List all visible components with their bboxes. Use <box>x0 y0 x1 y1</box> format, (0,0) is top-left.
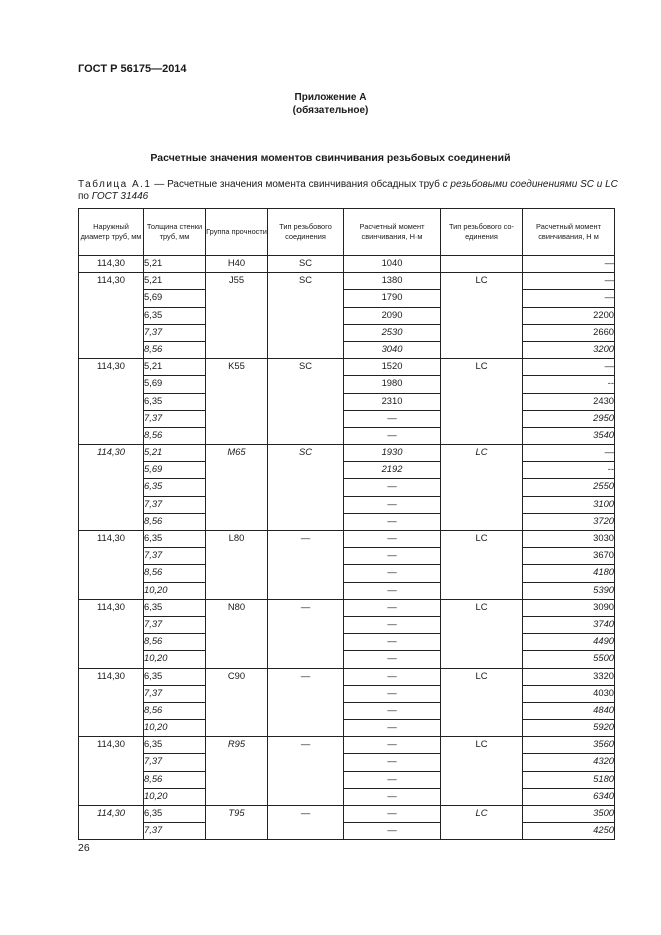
cell-torque-sc: — <box>344 634 441 651</box>
cell-torque-lc: 2660 <box>523 324 615 341</box>
cell-torque-lc: 3720 <box>523 513 615 530</box>
cell-thread-type-lc: LC <box>441 737 523 806</box>
cell-diameter: 114,30 <box>79 256 144 273</box>
table-row <box>79 273 615 290</box>
cell-wall-thickness: 6,35 <box>144 599 206 616</box>
table-row <box>79 410 615 427</box>
header-torque-lc: Расчетный момент свинчивания, Н м <box>523 209 615 256</box>
cell-torque-sc: — <box>344 771 441 788</box>
cell-strength-grade: K55 <box>206 359 268 445</box>
cell-thread-type-sc: — <box>268 737 344 806</box>
cell-torque-sc: 3040 <box>344 341 441 358</box>
cell-thread-type-lc: LC <box>441 445 523 531</box>
cell-wall-thickness: 8,56 <box>144 341 206 358</box>
cell-torque-lc: 3030 <box>523 531 615 548</box>
header-wall-thickness: Толщина стенки труб, мм <box>144 209 206 256</box>
cell-wall-thickness: 7,37 <box>144 616 206 633</box>
cell-wall-thickness: 5,69 <box>144 290 206 307</box>
cell-torque-sc: 1980 <box>344 376 441 393</box>
cell-torque-sc: — <box>344 823 441 840</box>
cell-torque-lc: 4250 <box>523 823 615 840</box>
cell-torque-sc: — <box>344 513 441 530</box>
cell-strength-grade: J55 <box>206 273 268 359</box>
cell-torque-lc: — <box>523 273 615 290</box>
document-id: ГОСТ Р 56175—2014 <box>78 63 187 75</box>
table-row <box>79 754 615 771</box>
cell-torque-sc: 2530 <box>344 324 441 341</box>
cell-torque-lc: 5180 <box>523 771 615 788</box>
table-row <box>79 341 615 358</box>
header-thread-type-lc: Тип резьбового со-единения <box>441 209 523 256</box>
cell-torque-sc: — <box>344 737 441 754</box>
cell-torque-sc: — <box>344 479 441 496</box>
cell-torque-lc: — <box>523 256 615 273</box>
cell-diameter: 114,30 <box>79 737 144 806</box>
cell-torque-sc: 1790 <box>344 290 441 307</box>
table-row <box>79 359 615 376</box>
cell-torque-sc: — <box>344 754 441 771</box>
table-row <box>79 256 615 273</box>
cell-torque-lc: — <box>523 359 615 376</box>
table-row <box>79 582 615 599</box>
cell-wall-thickness: 5,21 <box>144 256 206 273</box>
cell-strength-grade: R95 <box>206 737 268 806</box>
cell-wall-thickness: 7,37 <box>144 496 206 513</box>
cell-torque-sc: 2192 <box>344 462 441 479</box>
cell-torque-lc: 2200 <box>523 307 615 324</box>
table-row <box>79 616 615 633</box>
cell-torque-sc: 1380 <box>344 273 441 290</box>
cell-wall-thickness: 6,35 <box>144 668 206 685</box>
table-row <box>79 771 615 788</box>
table-row <box>79 307 615 324</box>
table-row <box>79 823 615 840</box>
cell-torque-lc: 6340 <box>523 788 615 805</box>
cell-diameter: 114,30 <box>79 445 144 531</box>
appendix-title: Приложение А <box>294 92 367 103</box>
table-row <box>79 702 615 719</box>
cell-wall-thickness: 8,56 <box>144 634 206 651</box>
cell-strength-grade: H40 <box>206 256 268 273</box>
cell-torque-lc: 3540 <box>523 427 615 444</box>
table-caption <box>78 179 618 203</box>
table-row <box>79 427 615 444</box>
cell-torque-sc: — <box>344 410 441 427</box>
table-row <box>79 462 615 479</box>
cell-thread-type-sc: SC <box>268 445 344 531</box>
cell-wall-thickness: 5,69 <box>144 462 206 479</box>
cell-wall-thickness: 7,37 <box>144 410 206 427</box>
table-row <box>79 324 615 341</box>
cell-torque-lc: 3670 <box>523 548 615 565</box>
table-row <box>79 737 615 754</box>
cell-thread-type-sc: — <box>268 806 344 840</box>
cell-torque-sc: — <box>344 599 441 616</box>
cell-strength-grade: N80 <box>206 599 268 668</box>
cell-diameter: 114,30 <box>79 359 144 445</box>
cell-diameter: 114,30 <box>79 599 144 668</box>
cell-torque-lc: 5390 <box>523 582 615 599</box>
cell-torque-sc: — <box>344 548 441 565</box>
cell-thread-type-sc: SC <box>268 273 344 359</box>
cell-torque-lc: -- <box>523 462 615 479</box>
cell-wall-thickness: 6,35 <box>144 307 206 324</box>
cell-wall-thickness: 8,56 <box>144 771 206 788</box>
cell-strength-grade: C90 <box>206 668 268 737</box>
cell-wall-thickness: 6,35 <box>144 806 206 823</box>
cell-wall-thickness: 8,56 <box>144 513 206 530</box>
cell-torque-sc: 1520 <box>344 359 441 376</box>
cell-strength-grade: T95 <box>206 806 268 840</box>
cell-thread-type-sc: SC <box>268 359 344 445</box>
caption-dash: — <box>151 179 168 190</box>
table-row <box>79 685 615 702</box>
table-row <box>79 376 615 393</box>
cell-torque-sc: 1930 <box>344 445 441 462</box>
cell-thread-type-lc: LC <box>441 531 523 600</box>
cell-torque-sc: 2310 <box>344 393 441 410</box>
cell-diameter: 114,30 <box>79 531 144 600</box>
header-strength-grade: Группа прочности <box>206 209 268 256</box>
table-row <box>79 720 615 737</box>
caption-italic-standard: ГОСТ 31446 <box>91 191 149 202</box>
cell-wall-thickness: 8,56 <box>144 565 206 582</box>
cell-wall-thickness: 7,37 <box>144 548 206 565</box>
cell-torque-sc: — <box>344 806 441 823</box>
cell-torque-sc: — <box>344 788 441 805</box>
cell-wall-thickness: 10,20 <box>144 651 206 668</box>
cell-wall-thickness: 10,20 <box>144 582 206 599</box>
cell-wall-thickness: 5,21 <box>144 445 206 462</box>
cell-thread-type-lc: LC <box>441 668 523 737</box>
table-row <box>79 668 615 685</box>
table-row <box>79 445 615 462</box>
cell-torque-sc: — <box>344 582 441 599</box>
cell-thread-type-lc: LC <box>441 806 523 840</box>
cell-torque-lc: 4490 <box>523 634 615 651</box>
cell-torque-lc: -- <box>523 376 615 393</box>
cell-torque-sc: — <box>344 685 441 702</box>
cell-torque-lc: 3200 <box>523 341 615 358</box>
cell-torque-lc: 2430 <box>523 393 615 410</box>
cell-torque-sc: — <box>344 668 441 685</box>
table-row <box>79 513 615 530</box>
header-torque-sc: Расчетный момент свинчивания, Н·м <box>344 209 441 256</box>
cell-torque-lc: — <box>523 290 615 307</box>
cell-thread-type-sc: — <box>268 531 344 600</box>
cell-wall-thickness: 6,35 <box>144 479 206 496</box>
cell-wall-thickness: 8,56 <box>144 702 206 719</box>
cell-torque-sc: — <box>344 702 441 719</box>
table-row <box>79 393 615 410</box>
cell-wall-thickness: 5,69 <box>144 376 206 393</box>
cell-diameter: 114,30 <box>79 668 144 737</box>
appendix-heading <box>0 91 661 117</box>
cell-torque-sc: — <box>344 616 441 633</box>
table-row <box>79 496 615 513</box>
cell-wall-thickness: 7,37 <box>144 324 206 341</box>
table-body <box>79 256 615 840</box>
table-row <box>79 806 615 823</box>
caption-italic-thread: с резьбовыми соединениями SC и LC <box>442 179 618 190</box>
cell-wall-thickness: 7,37 <box>144 823 206 840</box>
cell-torque-sc: — <box>344 720 441 737</box>
cell-wall-thickness: 6,35 <box>144 737 206 754</box>
cell-strength-grade: M65 <box>206 445 268 531</box>
cell-torque-sc: — <box>344 496 441 513</box>
table-row <box>79 548 615 565</box>
cell-wall-thickness: 6,35 <box>144 393 206 410</box>
cell-diameter: 114,30 <box>79 806 144 840</box>
cell-torque-lc: 4180 <box>523 565 615 582</box>
cell-torque-lc: 3740 <box>523 616 615 633</box>
page-number: 26 <box>78 842 90 854</box>
cell-torque-lc: 2550 <box>523 479 615 496</box>
caption-text: Расчетные значения момента свинчивания обсадных труб <box>167 179 443 190</box>
cell-torque-lc: 3100 <box>523 496 615 513</box>
header-thread-type-sc: Тип резьбового соединения <box>268 209 344 256</box>
cell-thread-type-lc <box>441 256 523 273</box>
cell-torque-lc: 4030 <box>523 685 615 702</box>
cell-torque-sc: 2090 <box>344 307 441 324</box>
caption-text-2: по <box>78 191 92 202</box>
table-row <box>79 634 615 651</box>
cell-torque-lc: 5920 <box>523 720 615 737</box>
header-diameter: Наружный диаметр труб, мм <box>79 209 144 256</box>
cell-wall-thickness: 5,21 <box>144 273 206 290</box>
cell-torque-lc: 5500 <box>523 651 615 668</box>
cell-thread-type-lc: LC <box>441 359 523 445</box>
table-row <box>79 788 615 805</box>
cell-wall-thickness: 5,21 <box>144 359 206 376</box>
appendix-subtitle: (обязательное) <box>292 105 369 116</box>
table-row <box>79 479 615 496</box>
table-row <box>79 565 615 582</box>
cell-torque-lc: 3560 <box>523 737 615 754</box>
cell-strength-grade: L80 <box>206 531 268 600</box>
cell-torque-sc: — <box>344 427 441 444</box>
cell-thread-type-lc: LC <box>441 273 523 359</box>
cell-wall-thickness: 8,56 <box>144 427 206 444</box>
table-row <box>79 651 615 668</box>
cell-thread-type-sc: — <box>268 668 344 737</box>
cell-torque-lc: 3500 <box>523 806 615 823</box>
cell-torque-sc: — <box>344 651 441 668</box>
caption-label: Таблица А.1 <box>78 179 152 190</box>
cell-thread-type-sc: — <box>268 599 344 668</box>
cell-thread-type-lc: LC <box>441 599 523 668</box>
cell-torque-sc: 1040 <box>344 256 441 273</box>
cell-wall-thickness: 7,37 <box>144 685 206 702</box>
table-row <box>79 599 615 616</box>
cell-torque-lc: 3320 <box>523 668 615 685</box>
cell-wall-thickness: 10,20 <box>144 720 206 737</box>
cell-torque-lc: 2950 <box>523 410 615 427</box>
torque-table <box>78 208 615 840</box>
cell-wall-thickness: 7,37 <box>144 754 206 771</box>
cell-diameter: 114,30 <box>79 273 144 359</box>
cell-torque-lc: 4840 <box>523 702 615 719</box>
cell-torque-sc: — <box>344 531 441 548</box>
section-title: Расчетные значения моментов свинчивания резьбовых соединений <box>150 152 511 164</box>
cell-torque-lc: 3090 <box>523 599 615 616</box>
table-row <box>79 531 615 548</box>
cell-torque-lc: — <box>523 445 615 462</box>
cell-wall-thickness: 6,35 <box>144 531 206 548</box>
cell-thread-type-sc: SC <box>268 256 344 273</box>
cell-torque-sc: — <box>344 565 441 582</box>
table-header-row <box>79 209 615 256</box>
cell-torque-lc: 4320 <box>523 754 615 771</box>
table-row <box>79 290 615 307</box>
cell-wall-thickness: 10,20 <box>144 788 206 805</box>
